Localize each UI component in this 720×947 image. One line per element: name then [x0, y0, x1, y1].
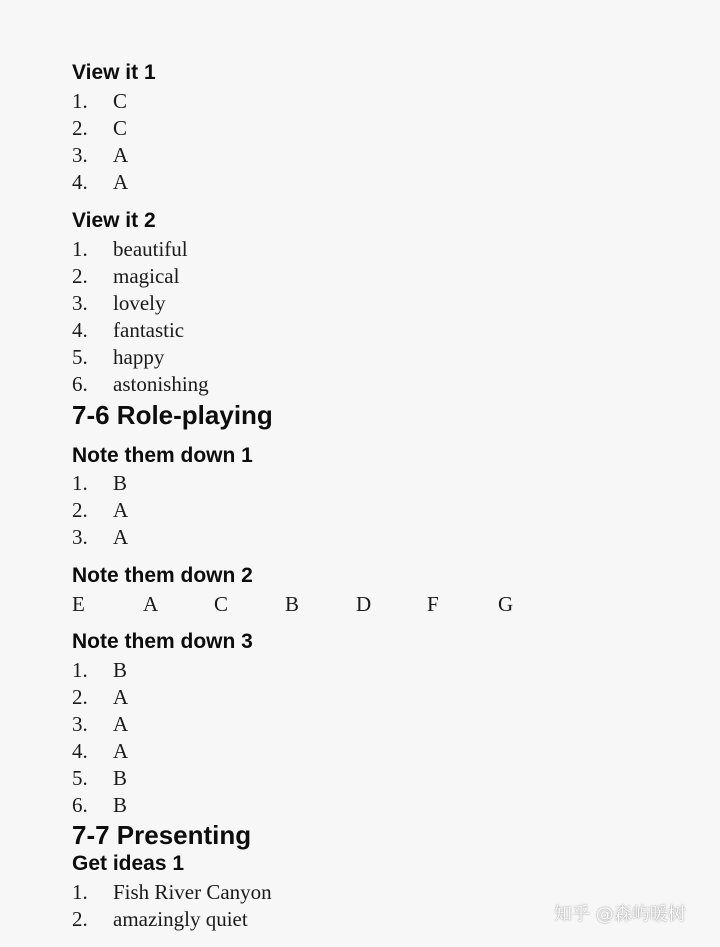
- heading-note-them-down-1: Note them down 1: [72, 444, 253, 467]
- item-answer: lovely: [113, 291, 166, 315]
- item-number: 5.: [72, 766, 88, 790]
- item-number: 4.: [72, 170, 88, 194]
- sequence-letter: B: [285, 592, 300, 616]
- item-number: 1.: [72, 237, 88, 261]
- item-answer: A: [113, 143, 129, 167]
- item-number: 2.: [72, 116, 88, 140]
- item-answer: A: [113, 170, 129, 194]
- heading-view-it-2: View it 2: [72, 209, 156, 232]
- item-number: 1.: [72, 89, 88, 113]
- item-number: 2.: [72, 685, 88, 709]
- item-answer: A: [113, 525, 129, 549]
- sequence-letter: E: [72, 592, 85, 616]
- item-number: 3.: [72, 143, 88, 167]
- sequence-letter: A: [143, 592, 159, 616]
- item-answer: C: [113, 116, 128, 140]
- item-answer: amazingly quiet: [113, 907, 248, 931]
- item-number: 3.: [72, 291, 88, 315]
- item-answer: beautiful: [113, 237, 188, 261]
- section-title-presenting: 7-7 Presenting: [72, 820, 252, 850]
- heading-note-them-down-2: Note them down 2: [72, 564, 253, 587]
- item-answer: A: [113, 498, 129, 522]
- item-number: 1.: [72, 880, 88, 904]
- sequence-letter: F: [427, 592, 439, 616]
- zhihu-watermark: 知乎 @森屿暖树: [554, 904, 686, 925]
- item-answer: astonishing: [113, 372, 209, 396]
- item-answer: fantastic: [113, 318, 185, 342]
- answer-sequence: [72, 591, 592, 617]
- item-number: 5.: [72, 345, 88, 369]
- heading-view-it-1: View it 1: [72, 61, 156, 84]
- heading-note-them-down-3: Note them down 3: [72, 630, 253, 653]
- sequence-letter: C: [214, 592, 229, 616]
- item-number: 3.: [72, 712, 88, 736]
- item-number: 2.: [72, 907, 88, 931]
- item-answer: A: [113, 739, 129, 763]
- item-number: 1.: [72, 658, 88, 682]
- sequence-letter: G: [498, 592, 514, 616]
- item-answer: C: [113, 89, 128, 113]
- item-number: 6.: [72, 372, 88, 396]
- item-answer: Fish River Canyon: [113, 880, 272, 904]
- item-number: 3.: [72, 525, 88, 549]
- heading-get-ideas-1: Get ideas 1: [72, 852, 185, 875]
- item-answer: B: [113, 658, 128, 682]
- item-answer: B: [113, 471, 128, 495]
- item-answer: magical: [113, 264, 180, 288]
- section-title-role-playing: 7-6 Role-playing: [72, 400, 273, 430]
- sequence-letter: D: [356, 592, 372, 616]
- item-number: 2.: [72, 264, 88, 288]
- item-number: 4.: [72, 739, 88, 763]
- item-number: 6.: [72, 793, 88, 817]
- item-answer: B: [113, 766, 128, 790]
- item-answer: A: [113, 685, 129, 709]
- item-answer: happy: [113, 345, 165, 369]
- item-answer: B: [113, 793, 128, 817]
- item-number: 2.: [72, 498, 88, 522]
- item-answer: A: [113, 712, 129, 736]
- item-number: 1.: [72, 471, 88, 495]
- item-number: 4.: [72, 318, 88, 342]
